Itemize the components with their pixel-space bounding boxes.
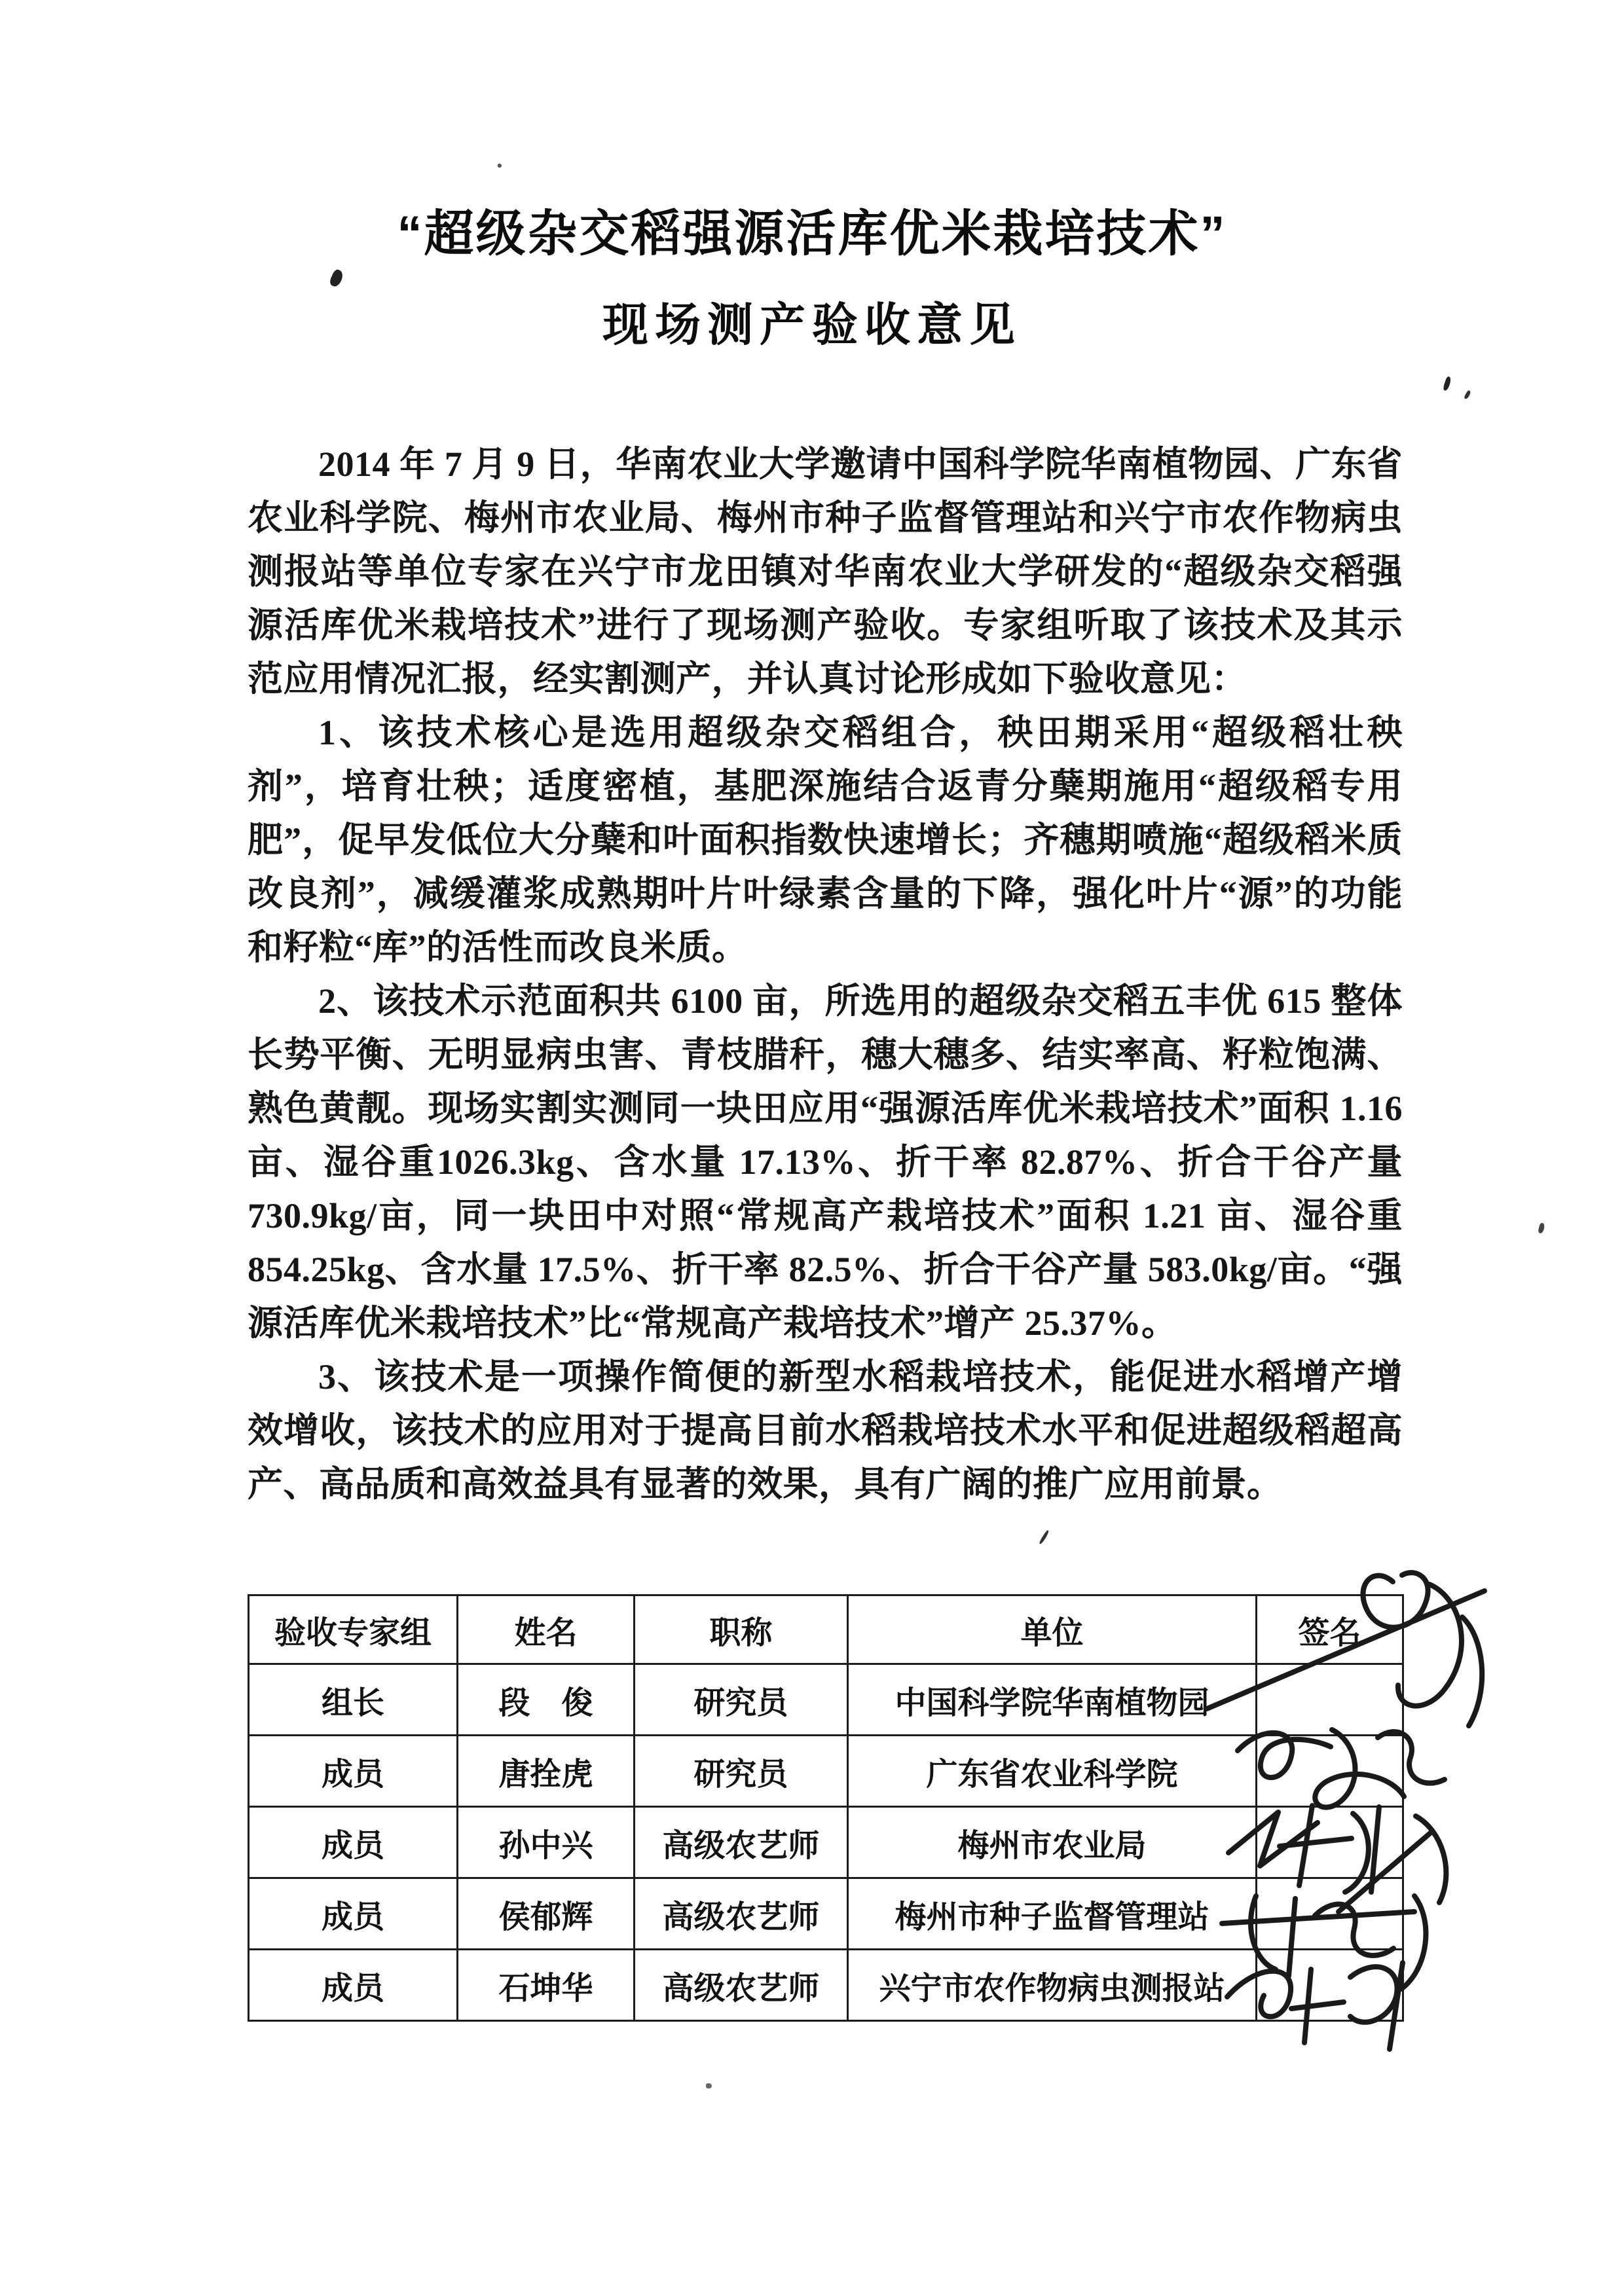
cell-unit: 广东省农业科学院 [847, 1736, 1256, 1807]
cell-title: 研究员 [634, 1664, 847, 1736]
scan-speck [706, 2083, 712, 2088]
table-row [249, 1807, 1403, 1878]
header-signature: 签名 [1257, 1595, 1403, 1664]
cell-title: 高级农艺师 [634, 1807, 847, 1878]
paragraph-point-1: 1、该技术核心是选用超级杂交稻组合，秧田期采用“超级稻壮秧剂”，培育壮秧；适度密植，基肥深施结合返青分蘖期施用“超级稻专用肥”，促早发低位大分蘖和叶面积指数快速增长；齐穗期喷施“超级稻米质改良剂”，减缓灌浆成熟期叶片叶绿素含量的下降，强化叶片“源”的功能和籽粒“库”的活性而改良米质。 [248, 713, 1403, 967]
table-row [249, 1878, 1403, 1950]
scan-speck [498, 164, 502, 168]
document-title: “超级杂交稻强源活库优米栽培技术” [397, 206, 1227, 262]
document-body [248, 437, 1403, 1511]
cell-name: 段 俊 [458, 1664, 635, 1736]
cell-unit: 梅州市种子监督管理站 [847, 1878, 1256, 1950]
cell-title: 高级农艺师 [634, 1950, 847, 2021]
cell-role: 成员 [249, 1807, 458, 1878]
cell-name: 侯郁辉 [458, 1878, 635, 1950]
scan-speck [1538, 1222, 1545, 1234]
cell-name: 唐拴虎 [458, 1736, 635, 1807]
paragraph-point-3: 3、该技术是一项操作简便的新型水稻栽培技术，能促进水稻增产增效增收，该技术的应用对于提高目前水稻栽培技术水平和促进超级稻超高产、高品质和高效益具有显著的效果，具有广阔的推广应用前景。 [248, 1357, 1403, 1504]
cell-name: 孙中兴 [458, 1807, 635, 1878]
paragraph-point-2: 2、该技术示范面积共 6100 亩，所选用的超级杂交稻五丰优 615 整体长势平衡、无明显病虫害、青枝腊秆，穗大穗多、结实率高、籽粒饱满、熟色黄靓。现场实割实测同一块田应用“强源活库优米栽培技术”面积 1.16 亩、湿谷重1026.3kg、含水量 17.13%、折干率 82.87%、折合干谷产量 730.9kg/亩，同一块田中对照“常规高产栽培技术”面积 1.21 亩、湿谷重 854.25kg、含水量 17.5%、折干率 82.5%、折合干谷产量 583.0kg/亩。“强源活库优米栽培技术”比“常规高产栽培技术”增产 25.37%。 [248, 981, 1403, 1343]
cell-signature [1257, 1950, 1403, 2021]
cell-unit: 梅州市农业局 [847, 1807, 1256, 1878]
expert-panel-table [248, 1594, 1404, 2022]
scan-speck [1464, 390, 1471, 399]
table-row [249, 1950, 1403, 2021]
cell-signature [1257, 1664, 1403, 1736]
cell-role: 成员 [249, 1950, 458, 2021]
scan-speck [328, 268, 344, 288]
cell-name: 石坤华 [458, 1950, 635, 2021]
table-row [249, 1736, 1403, 1807]
cell-title: 高级农艺师 [634, 1878, 847, 1950]
table-row [249, 1664, 1403, 1736]
table-header-row [249, 1595, 1403, 1664]
scan-speck [1443, 376, 1452, 391]
cell-signature [1257, 1878, 1403, 1950]
cell-signature [1257, 1807, 1403, 1878]
cell-role: 成员 [249, 1736, 458, 1807]
header-expert-group: 验收专家组 [249, 1595, 458, 1664]
cell-role: 组长 [249, 1664, 458, 1736]
scan-speck [1039, 1529, 1050, 1544]
cell-role: 成员 [249, 1878, 458, 1950]
header-unit: 单位 [847, 1595, 1256, 1664]
document-subtitle: 现场测产验收意见 [602, 299, 1022, 350]
header-name: 姓名 [458, 1595, 635, 1664]
header-title: 职称 [634, 1595, 847, 1664]
paragraph-intro: 2014 年 7 月 9 日，华南农业大学邀请中国科学院华南植物园、广东省农业科学院、梅州市农业局、梅州市种子监督管理站和兴宁市农作物病虫测报站等单位专家在兴宁市龙田镇对华南农业大学研发的“超级杂交稻强源活库优米栽培技术”进行了现场测产验收。专家组听取了该技术及其示范应用情况汇报，经实割测产，并认真讨论形成如下验收意见： [248, 445, 1403, 699]
cell-signature [1257, 1736, 1403, 1807]
cell-unit: 中国科学院华南植物园 [847, 1664, 1256, 1736]
cell-unit: 兴宁市农作物病虫测报站 [847, 1950, 1256, 2021]
cell-title: 研究员 [634, 1736, 847, 1807]
